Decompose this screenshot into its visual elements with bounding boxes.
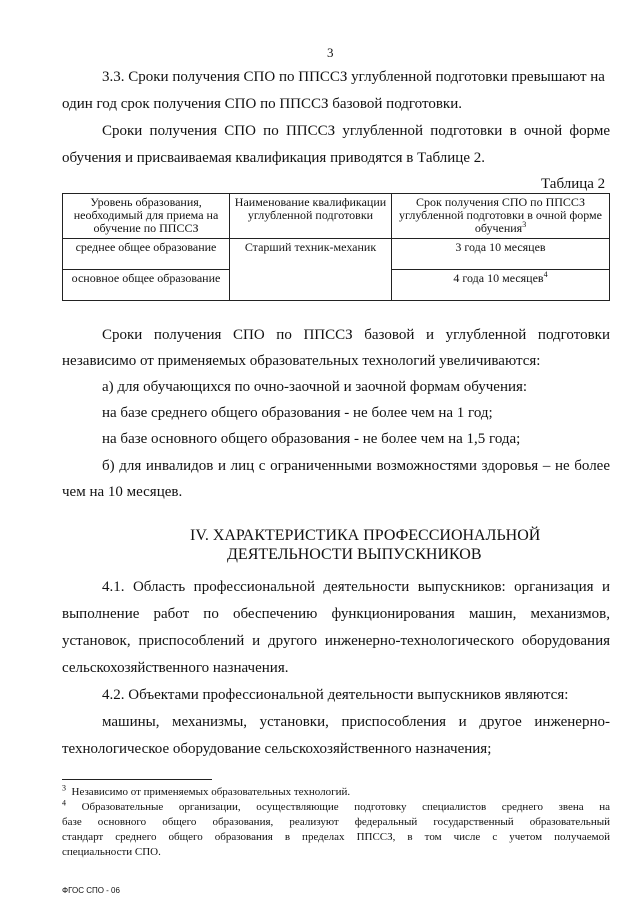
section-heading-line1: IV. ХАРАКТЕРИСТИКА ПРОФЕССИОНАЛЬНОЙ (190, 527, 541, 544)
table-row (63, 239, 610, 270)
para-terms-line1: Сроки получения СПО по ППССЗ углубленной подготовки в очной форме (102, 123, 610, 139)
footnote-4-mark: 4 (62, 798, 66, 808)
para-3-3-line1: 3.3. Сроки получения СПО по ППССЗ углубленной подготовки превышают на (102, 69, 605, 85)
row2-term-footnote: 4 (543, 270, 548, 279)
row2-term (392, 270, 610, 301)
item-a1: на базе среднего общего образования - не более чем на 1 год; (102, 405, 493, 421)
footnote-3 (62, 783, 351, 799)
table-2 (62, 193, 610, 301)
row1-qualification: Старший техник-механик (230, 239, 392, 301)
para-terms-line2: обучения и присваиваемая квалификация приводятся в Таблице 2. (62, 150, 485, 166)
footnote-4-line4: специальности СПО. (62, 846, 161, 858)
table-header-row (63, 194, 610, 239)
table-caption: Таблица 2 (541, 176, 606, 192)
header-level: Уровень образования, необходимый для приема на обучение по ППССЗ (63, 194, 230, 239)
para-increase-line2: независимо от применяемых образовательных технологий увеличиваются: (62, 353, 541, 369)
row2-term-text: 4 года 10 месяцев (453, 271, 544, 285)
footnote-3-mark: 3 (62, 783, 66, 793)
para-4-1-line2: выполнение работ по обеспечению функционирования машин, механизмов, (62, 606, 610, 622)
footnote-3-text: Независимо от применяемых образовательных технологий. (71, 786, 351, 798)
header-term (392, 194, 610, 239)
page-number: 3 (327, 45, 334, 60)
para-4-1-line4: сельскохозяйственного назначения. (62, 660, 289, 676)
section-heading-line2: ДЕЯТЕЛЬНОСТИ ВЫПУСКНИКОВ (227, 546, 482, 563)
item-b-line1: б) для инвалидов и лиц с ограниченными возможностями здоровья – не более (102, 458, 610, 474)
para-increase-line1: Сроки получения СПО по ППССЗ базовой и углубленной подготовки (102, 327, 610, 343)
page-footer: ФГОС СПО - 06 (62, 886, 120, 895)
para-3-3-line2: один год срок получения СПО по ППССЗ базовой подготовки. (62, 96, 462, 112)
para-4-2-line1: 4.2. Объектами профессиональной деятельности выпускников являются: (102, 687, 569, 703)
item-a2: на базе основного общего образования - не более чем на 1,5 года; (102, 431, 521, 447)
row1-level: среднее общее образование (63, 239, 230, 270)
item-a: а) для обучающихся по очно-заочной и заочной формам обучения: (102, 379, 528, 395)
header-qualification: Наименование квалификации углубленной подготовки (230, 194, 392, 239)
row2-level: основное общее образование (63, 270, 230, 301)
footnote-4-line1 (62, 798, 610, 814)
footnote-4-line3: стандарт среднего общего образования в пределах ППССЗ, в том числе с учетом получаемой (62, 831, 610, 843)
para-4-1-line1: 4.1. Область профессиональной деятельности выпускников: организация и (102, 579, 610, 595)
row1-term: 3 года 10 месяцев (392, 239, 610, 270)
header-term-footnote: 3 (522, 220, 527, 229)
para-4-1-line3: установок, приспособлений и другого инженерно-технологического оборудования (62, 633, 610, 649)
item-b-line2: чем на 10 месяцев. (62, 484, 183, 500)
footnote-separator (62, 779, 212, 780)
para-4-2-line2: машины, механизмы, установки, приспособления и другое инженерно- (102, 714, 610, 730)
para-4-2-line3: технологическое оборудование сельскохозяйственного назначения; (62, 741, 492, 757)
header-term-text: Срок получения СПО по ППССЗ углубленной подготовки в очной форме обучения (399, 195, 602, 235)
footnote-4-line2: базе основного общего образования, реализуют федеральный государственный образовательный (62, 816, 610, 828)
footnote-4-text-line1: Образовательные организации, осуществляющие подготовку специалистов среднего звена на (81, 801, 610, 813)
